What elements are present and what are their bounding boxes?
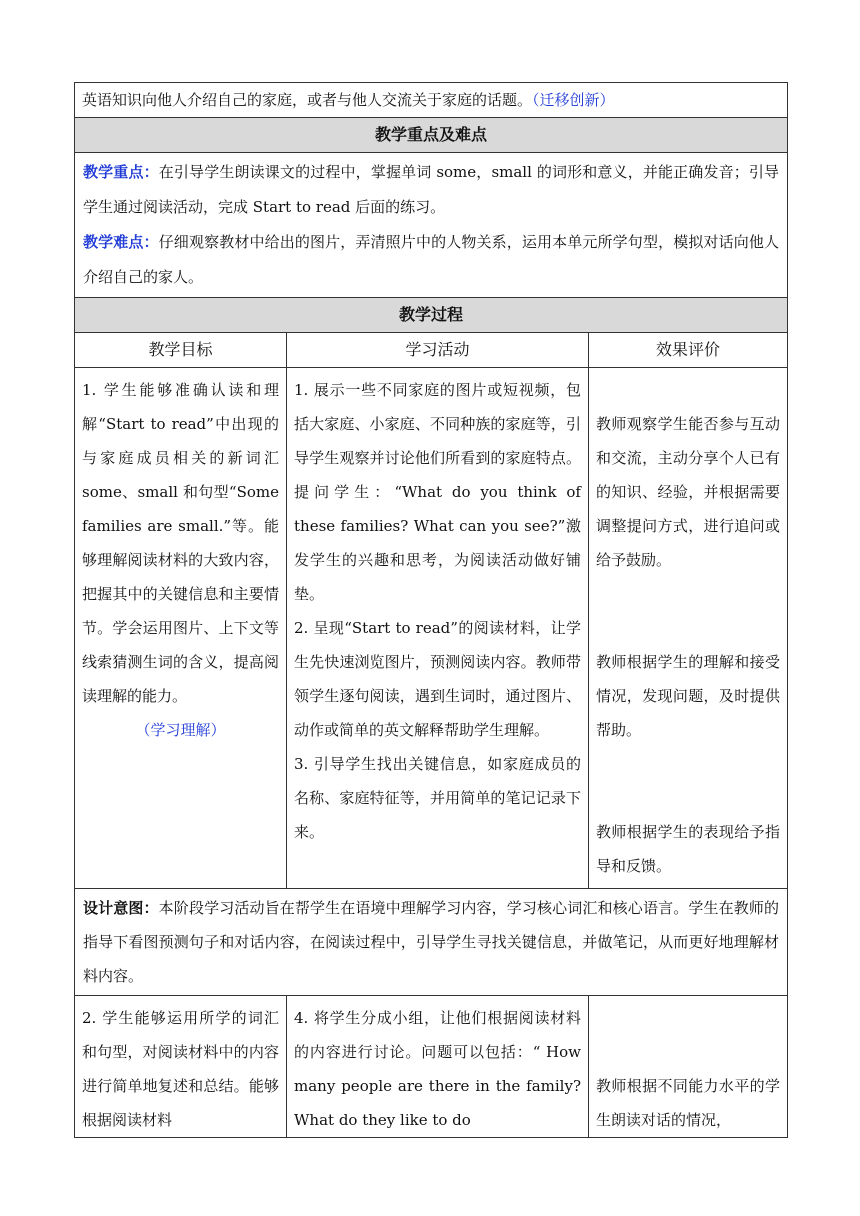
col-eval-header: 效果评价 bbox=[589, 333, 788, 368]
activity-1-text: 1. 展示一些不同家庭的图片或短视频，包括大家庭、小家庭、不同种族的家庭等，引导学生观察并讨论他们所看到的家庭特点。提问学生：“What do you think of these families? What can you see?”激发学生的兴趣和思考，为阅读活动做好铺垫。 bbox=[294, 381, 581, 603]
col-goal-header: 教学目标 bbox=[75, 333, 287, 368]
activity-4-text: 4. 将学生分成小组，让他们根据阅读材料的内容进行讨论。问题可以包括：“ How many people are there in the family? What do they like to do bbox=[294, 1009, 581, 1129]
difficult-text: 仔细观察教材中给出的图片，弄清照片中的人物关系，运用本单元所学句型，模拟对话向他人介绍自己的家人。 bbox=[83, 233, 780, 286]
design-intent-text: 本阶段学习活动旨在帮学生在语境中理解学习内容，学习核心词汇和核心语言。学生在教师的指导下看图预测句子和对话内容，在阅读过程中，引导学生寻找关键信息，并做笔记，从而更好地理解材料内容。 bbox=[83, 899, 780, 985]
key-text: 在引导学生朗读课文的过程中，掌握单词 some，small 的词形和意义，并能正确发音；引导学生通过阅读活动，完成 Start to read 后面的练习。 bbox=[83, 163, 780, 216]
process-block-1 bbox=[75, 368, 788, 889]
eval-4-text: 教师根据不同能力水平的学生朗读对话的情况， bbox=[596, 1077, 781, 1129]
eval-3-text: 教师根据学生的表现给予指导和反馈。 bbox=[596, 823, 781, 875]
intro-text: 英语知识向他人介绍自己的家庭，或者与他人交流关于家庭的话题。 bbox=[82, 91, 533, 109]
eval-2-text: 教师根据学生的理解和接受情况，发现问题，及时提供帮助。 bbox=[596, 653, 781, 739]
difficult-label: 教学难点： bbox=[83, 233, 159, 251]
goal-1-text: 1. 学生能够准确认读和理解“Start to read”中出现的与家庭成员相关的新词汇 some、small 和句型“Some families are small.”等。能够理解阅读材料的大致内容，把握其中的关键信息和主要情节。学会运用图片、上下文等线索猜测生词的含义，提高阅读理解的能力。 bbox=[82, 381, 279, 705]
design-intent-row bbox=[75, 889, 788, 996]
intro-tag: （迁移创新） bbox=[532, 91, 615, 109]
goal-2-text: 2. 学生能够运用所学的词汇和句型，对阅读材料中的内容进行简单地复述和总结。能够根据阅读材料 bbox=[82, 1009, 279, 1129]
keypoints-heading: 教学重点及难点 bbox=[75, 118, 788, 153]
column-header-row bbox=[75, 333, 788, 368]
lesson-plan-table bbox=[74, 82, 788, 1138]
activity-2-text: 2. 呈现“Start to read”的阅读材料，让学生先快速浏览图片，预测阅读内容。教师带领学生逐句阅读，遇到生词时，通过图片、动作或简单的英文解释帮助学生理解。 bbox=[294, 619, 581, 739]
eval-1-text: 教师观察学生能否参与互动和交流，主动分享个人已有的知识、经验，并根据需要调整提问方式，进行追问或给予鼓励。 bbox=[596, 415, 781, 569]
goal-1-tag: （学习理解） bbox=[135, 721, 226, 739]
intro-row bbox=[75, 83, 788, 118]
keypoints-row bbox=[75, 153, 788, 298]
activity-3-text: 3. 引导学生找出关键信息，如家庭成员的名称、家庭特征等，并用简单的笔记记录下来。 bbox=[294, 755, 581, 841]
process-block-2 bbox=[75, 996, 788, 1138]
process-heading: 教学过程 bbox=[75, 298, 788, 333]
key-label: 教学重点： bbox=[83, 163, 159, 181]
lesson-plan-page bbox=[74, 82, 787, 1138]
design-intent-label: 设计意图： bbox=[83, 899, 159, 917]
col-activity-header: 学习活动 bbox=[287, 333, 589, 368]
